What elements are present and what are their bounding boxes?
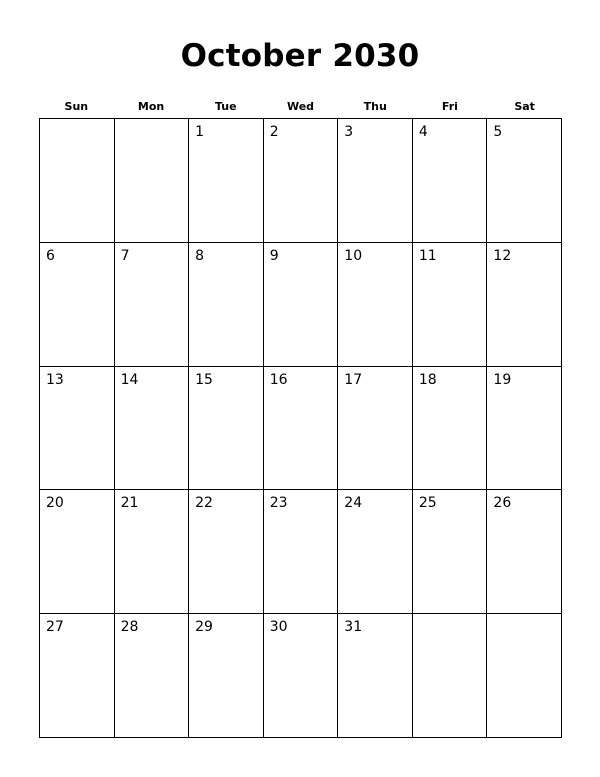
day-cell xyxy=(413,119,488,243)
day-number: 17 xyxy=(344,371,363,388)
day-cell xyxy=(264,243,339,367)
day-number: 7 xyxy=(120,247,130,264)
day-number: 19 xyxy=(493,371,512,388)
day-number: 29 xyxy=(195,619,213,636)
day-number: 13 xyxy=(46,371,64,388)
day-cell xyxy=(115,243,190,367)
day-number: 2 xyxy=(269,124,279,140)
day-cell xyxy=(338,119,413,243)
day-cell xyxy=(264,614,339,738)
day-cell xyxy=(189,490,264,614)
day-number: 27 xyxy=(46,619,64,636)
day-number: 30 xyxy=(269,619,288,636)
weekday-tue: Tue xyxy=(214,100,237,113)
day-cell xyxy=(264,490,339,614)
day-cell xyxy=(487,243,562,367)
day-cell xyxy=(487,367,562,491)
day-number: 16 xyxy=(269,371,288,388)
weekday-sun: Sun xyxy=(64,100,89,113)
weekday-mon: Mon xyxy=(137,100,165,113)
day-cell xyxy=(413,614,488,738)
day-cell xyxy=(413,243,488,367)
day-number: 5 xyxy=(493,124,503,140)
day-number: 23 xyxy=(269,495,288,512)
day-number: 15 xyxy=(195,371,213,388)
day-cell xyxy=(115,614,190,738)
weekday-sat: Sat xyxy=(514,100,535,113)
weekday-fri: Fri xyxy=(441,100,458,113)
day-cell xyxy=(40,119,115,243)
day-cell xyxy=(338,490,413,614)
day-cell xyxy=(40,367,115,491)
day-number: 18 xyxy=(418,371,437,388)
day-number: 14 xyxy=(120,371,139,388)
day-number: 12 xyxy=(493,247,512,264)
day-number: 28 xyxy=(120,619,139,636)
day-cell xyxy=(115,490,190,614)
day-cell xyxy=(264,367,339,491)
day-cell xyxy=(413,367,488,491)
day-cell xyxy=(487,614,562,738)
day-cell xyxy=(189,243,264,367)
day-cell xyxy=(487,490,562,614)
day-number: 9 xyxy=(269,247,279,264)
day-number: 31 xyxy=(344,619,363,636)
day-number: 20 xyxy=(46,495,64,512)
weekday-header-row xyxy=(39,99,562,115)
day-number: 10 xyxy=(344,247,363,264)
weekday-wed: Wed xyxy=(286,100,315,113)
day-cell xyxy=(487,119,562,243)
day-cell xyxy=(189,119,264,243)
day-cell xyxy=(115,367,190,491)
day-cell xyxy=(40,243,115,367)
day-cell xyxy=(264,119,339,243)
day-cell xyxy=(189,614,264,738)
day-number: 21 xyxy=(120,495,139,512)
day-number: 26 xyxy=(493,495,512,512)
day-cell xyxy=(40,614,115,738)
day-number: 25 xyxy=(418,495,437,512)
day-number: 8 xyxy=(195,247,205,264)
day-number: 24 xyxy=(344,495,363,512)
weekday-thu: Thu xyxy=(363,100,387,113)
calendar-title: October 2030 xyxy=(180,38,420,74)
day-number: 3 xyxy=(344,124,354,140)
day-number: 6 xyxy=(46,247,55,264)
day-number: 4 xyxy=(418,124,428,140)
day-cell xyxy=(338,614,413,738)
calendar-grid xyxy=(39,118,562,738)
day-number: 11 xyxy=(418,247,437,264)
day-cell xyxy=(338,243,413,367)
day-number: 22 xyxy=(195,495,213,512)
day-cell xyxy=(338,367,413,491)
day-number: 1 xyxy=(195,124,205,140)
day-cell xyxy=(40,490,115,614)
day-cell xyxy=(189,367,264,491)
day-cell xyxy=(413,490,488,614)
day-cell xyxy=(115,119,190,243)
